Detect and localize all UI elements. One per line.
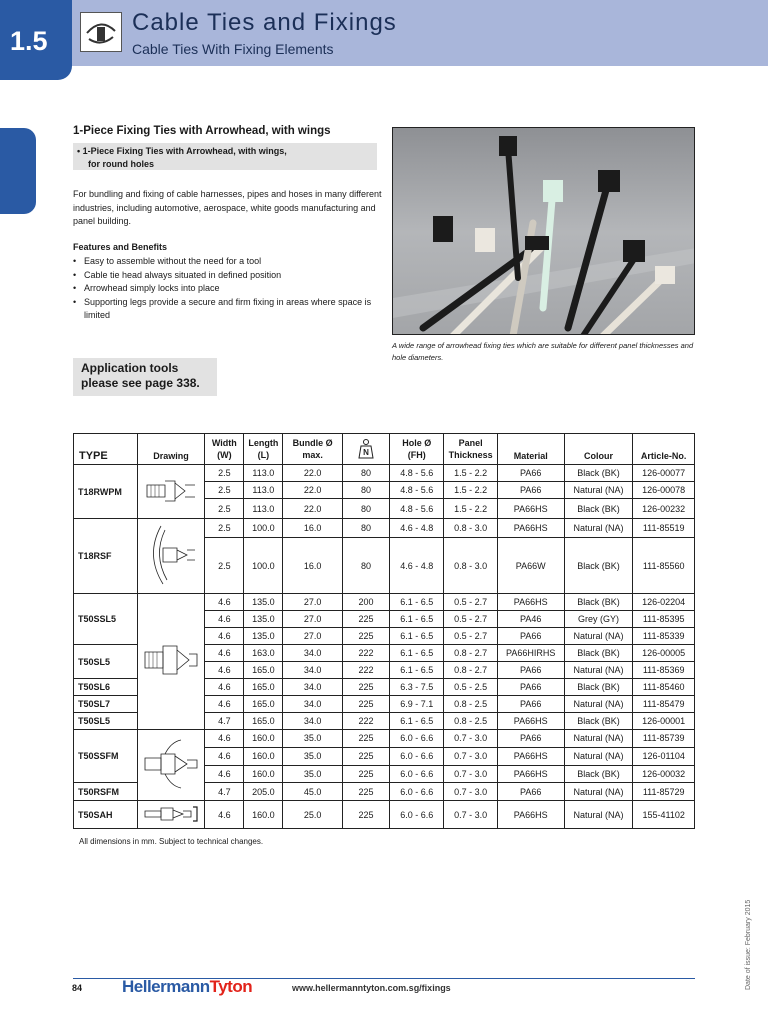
drawing-t50sl: [137, 594, 205, 730]
col-panel: [444, 434, 497, 465]
table-cell: PA66W: [497, 538, 564, 594]
table-row: [74, 730, 695, 748]
table-cell: 16.0: [283, 519, 343, 538]
table-footnote: All dimensions in mm. Subject to technical changes.: [79, 837, 264, 846]
table-cell: 205.0: [244, 783, 283, 801]
table-cell: 6.1 - 6.5: [390, 713, 444, 730]
table-cell: 6.1 - 6.5: [390, 645, 444, 662]
table-cell: Black (BK): [564, 538, 633, 594]
col-article: Article-No.: [633, 434, 695, 465]
table-cell: 4.6: [205, 730, 244, 748]
table-cell: 80: [342, 465, 389, 482]
col-tensile: [342, 434, 389, 465]
table-cell: 225: [342, 730, 389, 748]
app-tools-line-1: Application tools: [81, 361, 179, 375]
page-subtitle: Cable Ties With Fixing Elements: [132, 41, 334, 57]
table-cell: 4.8 - 5.6: [390, 482, 444, 499]
table-cell: Natural (NA): [564, 662, 633, 679]
table-cell: 2.5: [205, 519, 244, 538]
table-cell: 225: [342, 783, 389, 801]
table-cell: 34.0: [283, 713, 343, 730]
table-cell: 4.6: [205, 628, 244, 645]
table-cell: 163.0: [244, 645, 283, 662]
drawing-t18rwpm: [137, 465, 205, 519]
section-number: 1.5: [10, 26, 48, 56]
table-cell: 111-85339: [633, 628, 695, 645]
table-cell: 6.1 - 6.5: [390, 628, 444, 645]
feature-item: • Cable tie head always situated in defined position: [73, 269, 383, 283]
table-cell: 0.8 - 3.0: [444, 519, 497, 538]
table-cell: 0.8 - 2.7: [444, 662, 497, 679]
table-cell: 1.5 - 2.2: [444, 465, 497, 482]
table-cell: 4.6: [205, 594, 244, 611]
bullet-line-1: • 1-Piece Fixing Ties with Arrowhead, with wings,: [77, 145, 377, 158]
product-photo: [392, 127, 695, 335]
table-cell: 4.8 - 5.6: [390, 465, 444, 482]
table-cell: PA66: [497, 783, 564, 801]
table-cell: 6.0 - 6.6: [390, 765, 444, 783]
table-cell: 6.1 - 6.5: [390, 662, 444, 679]
table-cell: 0.5 - 2.5: [444, 679, 497, 696]
table-cell: PA66: [497, 696, 564, 713]
table-cell: Natural (NA): [564, 730, 633, 748]
table-cell: 34.0: [283, 696, 343, 713]
features-list: [73, 255, 383, 323]
table-cell: Black (BK): [564, 465, 633, 482]
table-cell: 16.0: [283, 538, 343, 594]
table-cell: 45.0: [283, 783, 343, 801]
table-cell: 4.6: [205, 747, 244, 765]
table-cell: Grey (GY): [564, 611, 633, 628]
product-heading: 1-Piece Fixing Ties with Arrowhead, with wings: [73, 125, 331, 137]
type-cell: T50SSL5: [74, 594, 138, 645]
table-cell: 2.5: [205, 465, 244, 482]
footer-url-link[interactable]: www.hellermanntyton.com.sg/fixings: [292, 983, 451, 993]
tie-drawing-icon: [141, 802, 201, 826]
table-cell: 0.7 - 3.0: [444, 747, 497, 765]
type-cell: T50SL6: [74, 679, 138, 696]
table-row: [74, 519, 695, 538]
table-cell: 2.5: [205, 538, 244, 594]
table-cell: 111-85560: [633, 538, 695, 594]
tie-drawing-icon: [141, 596, 201, 726]
spec-table: [73, 433, 695, 829]
table-cell: 6.0 - 6.6: [390, 801, 444, 829]
table-cell: 111-85460: [633, 679, 695, 696]
table-cell: 22.0: [283, 499, 343, 519]
table-cell: 126-00001: [633, 713, 695, 730]
table-cell: PA66HS: [497, 765, 564, 783]
table-cell: 80: [342, 482, 389, 499]
table-cell: 165.0: [244, 662, 283, 679]
table-cell: 100.0: [244, 519, 283, 538]
header-text: max.: [302, 450, 323, 460]
table-cell: 165.0: [244, 696, 283, 713]
table-cell: 160.0: [244, 801, 283, 829]
section-tab: [0, 0, 72, 80]
table-cell: 155-41102: [633, 801, 695, 829]
table-cell: Natural (NA): [564, 747, 633, 765]
product-bullet-box: [73, 143, 377, 170]
table-cell: 222: [342, 645, 389, 662]
table-cell: PA66: [497, 628, 564, 645]
table-cell: 225: [342, 801, 389, 829]
col-type: TYPE: [74, 434, 138, 465]
table-cell: 80: [342, 519, 389, 538]
table-cell: 126-00078: [633, 482, 695, 499]
table-cell: PA66HS: [497, 499, 564, 519]
table-cell: 222: [342, 713, 389, 730]
table-cell: Black (BK): [564, 765, 633, 783]
table-cell: 34.0: [283, 662, 343, 679]
table-cell: PA66: [497, 679, 564, 696]
brand-part-1: Hellermann: [122, 977, 210, 996]
header-text: Width: [211, 438, 237, 448]
type-cell: T50SL7: [74, 696, 138, 713]
table-cell: PA66HS: [497, 519, 564, 538]
col-bundle: [283, 434, 343, 465]
table-cell: 225: [342, 679, 389, 696]
header-text: Hole Ø: [402, 438, 432, 448]
table-cell: 113.0: [244, 499, 283, 519]
header-text: Thickness: [448, 450, 493, 460]
table-cell: 113.0: [244, 465, 283, 482]
tie-drawing-icon: [141, 730, 201, 798]
drawing-t50sfm: [137, 730, 205, 801]
table-cell: 34.0: [283, 679, 343, 696]
table-cell: Black (BK): [564, 594, 633, 611]
table-cell: 135.0: [244, 594, 283, 611]
table-cell: 35.0: [283, 765, 343, 783]
table-cell: 135.0: [244, 628, 283, 645]
table-cell: 22.0: [283, 465, 343, 482]
table-cell: 225: [342, 696, 389, 713]
table-cell: 4.6 - 4.8: [390, 538, 444, 594]
table-cell: 0.5 - 2.7: [444, 628, 497, 645]
table-cell: Natural (NA): [564, 519, 633, 538]
table-cell: 0.5 - 2.7: [444, 594, 497, 611]
table-cell: 111-85729: [633, 783, 695, 801]
table-row: [74, 465, 695, 482]
table-cell: 35.0: [283, 730, 343, 748]
table-cell: 80: [342, 499, 389, 519]
table-cell: Natural (NA): [564, 801, 633, 829]
table-cell: 6.0 - 6.6: [390, 730, 444, 748]
tensile-weight-icon: [358, 438, 374, 460]
drawing-t18rsf: [137, 519, 205, 594]
table-cell: 200: [342, 594, 389, 611]
cable-tie-logo-icon: [80, 12, 122, 52]
table-cell: 160.0: [244, 765, 283, 783]
table-cell: 4.7: [205, 713, 244, 730]
type-cell: T50SL5: [74, 713, 138, 730]
table-cell: 27.0: [283, 628, 343, 645]
table-cell: 4.7: [205, 783, 244, 801]
table-cell: 126-02204: [633, 594, 695, 611]
feature-item: • Arrowhead simply locks into place: [73, 282, 383, 296]
table-cell: Natural (NA): [564, 696, 633, 713]
table-cell: Natural (NA): [564, 482, 633, 499]
table-cell: 0.7 - 3.0: [444, 730, 497, 748]
table-cell: 4.6: [205, 765, 244, 783]
header-text: (L): [257, 450, 270, 460]
table-cell: PA66: [497, 465, 564, 482]
col-width: [205, 434, 244, 465]
table-cell: 25.0: [283, 801, 343, 829]
table-cell: Black (BK): [564, 679, 633, 696]
col-material: Material: [497, 434, 564, 465]
table-cell: 6.9 - 7.1: [390, 696, 444, 713]
table-cell: 111-85739: [633, 730, 695, 748]
header-text: Bundle Ø: [292, 438, 333, 448]
table-cell: 135.0: [244, 611, 283, 628]
header-text: Panel: [458, 438, 483, 448]
table-cell: 0.7 - 3.0: [444, 783, 497, 801]
table-cell: 111-85519: [633, 519, 695, 538]
table-cell: PA66HS: [497, 713, 564, 730]
table-cell: 4.6: [205, 696, 244, 713]
table-cell: 0.7 - 3.0: [444, 765, 497, 783]
features-heading: Features and Benefits: [73, 242, 168, 252]
bullet-line-2: for round holes: [88, 159, 154, 169]
intro-text: For bundling and fixing of cable harnesses, pipes and hoses in many different industries, including automotive, aerospace, white goods manufacturing and panel building.: [73, 189, 382, 226]
table-cell: 165.0: [244, 679, 283, 696]
header-text: Length: [248, 438, 279, 448]
table-cell: 225: [342, 747, 389, 765]
table-cell: 111-85395: [633, 611, 695, 628]
table-cell: PA66: [497, 482, 564, 499]
table-cell: 4.6: [205, 679, 244, 696]
col-length: [244, 434, 283, 465]
table-cell: 27.0: [283, 611, 343, 628]
table-cell: 225: [342, 611, 389, 628]
app-tools-line-2: please see page 338.: [81, 376, 200, 390]
type-cell: T50RSFM: [74, 783, 138, 801]
table-cell: Natural (NA): [564, 628, 633, 645]
table-cell: 4.6 - 4.8: [390, 519, 444, 538]
feature-item: • Supporting legs provide a secure and firm fixing in areas where space is limited: [73, 296, 383, 323]
table-cell: PA66: [497, 662, 564, 679]
table-cell: 6.3 - 7.5: [390, 679, 444, 696]
type-cell: T18RSF: [74, 519, 138, 594]
svg-text:N: N: [363, 448, 369, 457]
table-cell: 1.5 - 2.2: [444, 482, 497, 499]
table-cell: 4.6: [205, 645, 244, 662]
table-cell: Black (BK): [564, 713, 633, 730]
table-cell: Black (BK): [564, 499, 633, 519]
table-header-row: [74, 434, 695, 465]
header-text: (W): [217, 450, 232, 460]
table-cell: 126-00005: [633, 645, 695, 662]
table-cell: Black (BK): [564, 645, 633, 662]
header-text: (FH): [407, 450, 426, 460]
col-hole: [390, 434, 444, 465]
table-cell: 165.0: [244, 713, 283, 730]
table-cell: PA66HS: [497, 747, 564, 765]
table-cell: PA46: [497, 611, 564, 628]
table-cell: 111-85369: [633, 662, 695, 679]
table-cell: 0.8 - 2.5: [444, 713, 497, 730]
table-cell: 6.1 - 6.5: [390, 594, 444, 611]
table-cell: 222: [342, 662, 389, 679]
table-row: [74, 594, 695, 611]
table-cell: 4.6: [205, 662, 244, 679]
table-cell: Natural (NA): [564, 783, 633, 801]
side-tab: [0, 128, 36, 214]
table-cell: 126-00077: [633, 465, 695, 482]
tie-drawing-icon: [141, 520, 201, 590]
table-cell: 6.0 - 6.6: [390, 747, 444, 765]
col-drawing: Drawing: [137, 434, 205, 465]
application-tools-box: [73, 358, 217, 396]
table-cell: 1.5 - 2.2: [444, 499, 497, 519]
page-number: 84: [72, 983, 83, 993]
table-cell: 100.0: [244, 538, 283, 594]
table-cell: 0.7 - 3.0: [444, 801, 497, 829]
table-cell: 126-01104: [633, 747, 695, 765]
table-cell: PA66HS: [497, 594, 564, 611]
table-cell: PA66HS: [497, 801, 564, 829]
table-cell: 6.0 - 6.6: [390, 783, 444, 801]
table-cell: 35.0: [283, 747, 343, 765]
table-cell: 2.5: [205, 482, 244, 499]
type-cell: T50SSFM: [74, 730, 138, 783]
type-cell: T50SL5: [74, 645, 138, 679]
table-cell: 0.8 - 2.5: [444, 696, 497, 713]
table-cell: 225: [342, 765, 389, 783]
type-cell: T18RWPM: [74, 465, 138, 519]
table-cell: PA66HIRHS: [497, 645, 564, 662]
type-cell: T50SAH: [74, 801, 138, 829]
table-cell: 4.6: [205, 611, 244, 628]
table-cell: 2.5: [205, 499, 244, 519]
date-of-issue: Date of issue: February 2015: [745, 899, 752, 990]
table-cell: 160.0: [244, 730, 283, 748]
table-cell: 27.0: [283, 594, 343, 611]
brand-part-2: Tyton: [209, 977, 253, 996]
table-cell: 80: [342, 538, 389, 594]
table-cell: 4.8 - 5.6: [390, 499, 444, 519]
table-cell: 6.1 - 6.5: [390, 611, 444, 628]
table-cell: 0.5 - 2.7: [444, 611, 497, 628]
tie-drawing-icon: [141, 471, 201, 511]
col-colour: Colour: [564, 434, 633, 465]
table-cell: 34.0: [283, 645, 343, 662]
table-cell: 160.0: [244, 747, 283, 765]
table-cell: PA66: [497, 730, 564, 748]
table-cell: 225: [342, 628, 389, 645]
table-cell: 126-00232: [633, 499, 695, 519]
table-cell: 113.0: [244, 482, 283, 499]
table-cell: 0.8 - 3.0: [444, 538, 497, 594]
table-row: [74, 801, 695, 829]
table-cell: 126-00032: [633, 765, 695, 783]
drawing-t50sah: [137, 801, 205, 829]
table-cell: 4.6: [205, 801, 244, 829]
brand-logo: [122, 977, 252, 997]
table-cell: 0.8 - 2.7: [444, 645, 497, 662]
table-cell: 22.0: [283, 482, 343, 499]
table-cell: 111-85479: [633, 696, 695, 713]
page-title: Cable Ties and Fixings: [132, 9, 397, 36]
photo-caption: A wide range of arrowhead fixing ties which are suitable for different panel thicknesses and hole diameters.: [392, 341, 694, 362]
feature-item: • Easy to assemble without the need for a tool: [73, 255, 383, 269]
